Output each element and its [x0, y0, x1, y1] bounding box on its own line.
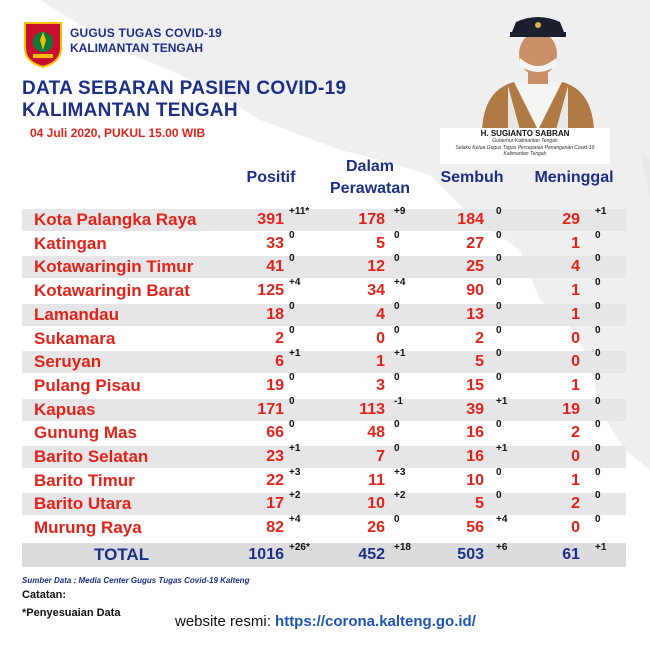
positif-change: +11* — [289, 206, 310, 217]
positif-value: 2 — [275, 330, 284, 347]
page-title-region: KALIMANTAN TENGAH — [22, 100, 238, 121]
governor-role-detail: Selaku Ketua Gugus Tugas Percepatan Penanganan Covid-19 — [455, 144, 595, 151]
sembuh-change: 0 — [496, 253, 502, 264]
meninggal-change: 0 — [595, 277, 601, 288]
website-link[interactable]: https://corona.kalteng.go.id/ — [275, 613, 476, 630]
table-row — [22, 206, 626, 231]
positif-change: 0 — [289, 372, 295, 383]
total-label: TOTAL — [94, 545, 150, 564]
positif-value: 1016 — [248, 546, 284, 563]
region-name: Murung Raya — [34, 518, 142, 537]
sembuh-value: 25 — [466, 258, 484, 275]
positif-change: 0 — [289, 301, 295, 312]
sembuh-change: 0 — [496, 419, 502, 430]
meninggal-value: 61 — [562, 546, 580, 563]
table-row — [22, 467, 626, 492]
table-row — [22, 419, 626, 444]
data-source: Sumber Data : Media Center Gugus Tugas Covid-19 Kalteng — [22, 576, 250, 585]
positif-value: 17 — [266, 495, 284, 512]
table-row — [22, 277, 626, 302]
sembuh-value: 5 — [475, 495, 484, 512]
positif-value: 6 — [275, 353, 284, 370]
table-total-row — [22, 543, 626, 567]
meninggal-value: 2 — [571, 495, 580, 512]
dalam-change: 0 — [394, 253, 400, 264]
sembuh-change: +4 — [496, 514, 508, 525]
meninggal-value: 19 — [562, 401, 580, 418]
report-date: 04 Juli 2020, PUKUL 15.00 WIB — [30, 126, 206, 140]
sembuh-value: 2 — [475, 330, 484, 347]
meninggal-value: 0 — [571, 353, 580, 370]
sembuh-value: 13 — [466, 306, 484, 323]
dalam-change: +1 — [394, 348, 406, 359]
region-name: Seruyan — [34, 352, 102, 371]
sembuh-change: +1 — [496, 396, 508, 407]
meninggal-change: +1 — [595, 206, 607, 217]
meninggal-change: 0 — [595, 372, 601, 383]
dalam-change: +2 — [394, 490, 406, 501]
sembuh-value: 184 — [457, 211, 484, 228]
region-name: Barito Utara — [34, 494, 132, 513]
meninggal-value: 0 — [571, 519, 580, 536]
positif-value: 19 — [266, 377, 284, 394]
positif-change: +2 — [289, 490, 301, 501]
dalam-value: 48 — [367, 424, 385, 441]
positif-value: 33 — [266, 235, 284, 252]
sembuh-value: 39 — [466, 401, 484, 418]
positif-value: 23 — [266, 448, 284, 465]
org-name-line1: GUGUS TUGAS COVID-19 — [70, 26, 223, 40]
sembuh-change: +1 — [496, 443, 508, 454]
dalam-value: 34 — [367, 282, 385, 299]
sembuh-change: 0 — [496, 372, 502, 383]
dalam-value: 0 — [376, 330, 385, 347]
dalam-value: 7 — [376, 448, 385, 465]
meninggal-change: 0 — [595, 325, 601, 336]
table-row — [22, 396, 626, 421]
governor-region: Kalimantan Tengah — [503, 151, 547, 157]
column-header-meninggal: Meninggal — [534, 169, 614, 186]
sembuh-value: 503 — [457, 546, 484, 563]
region-name: Lamandau — [34, 305, 120, 324]
sembuh-change: +6 — [496, 542, 508, 553]
meninggal-change: 0 — [595, 490, 601, 501]
positif-value: 41 — [266, 258, 284, 275]
positif-change: 0 — [289, 230, 295, 241]
sembuh-change: 0 — [496, 490, 502, 501]
positif-value: 391 — [257, 211, 284, 228]
sembuh-change: 0 — [496, 301, 502, 312]
dalam-change: -1 — [394, 396, 403, 407]
governor-photo — [468, 12, 608, 130]
dalam-value: 12 — [367, 258, 385, 275]
sembuh-value: 16 — [466, 424, 484, 441]
sembuh-value: 10 — [466, 472, 484, 489]
region-name: Kapuas — [34, 400, 96, 419]
positif-change: +4 — [289, 514, 301, 525]
sembuh-value: 56 — [466, 519, 484, 536]
table-row — [22, 230, 626, 255]
positif-change: 0 — [289, 419, 295, 430]
table-row — [22, 490, 626, 515]
meninggal-value: 1 — [571, 377, 580, 394]
positif-change: +4 — [289, 277, 301, 288]
meninggal-change: 0 — [595, 301, 601, 312]
page-title: DATA SEBARAN PASIEN COVID-19 — [22, 78, 347, 99]
governor-caption — [440, 128, 610, 164]
table-row — [22, 301, 626, 326]
region-name: Pulang Pisau — [34, 376, 141, 395]
meninggal-change: 0 — [595, 396, 601, 407]
positif-value: 82 — [266, 519, 284, 536]
region-name: Kota Palangka Raya — [34, 210, 197, 229]
region-name: Kotawaringin Timur — [34, 257, 194, 276]
meninggal-change: +1 — [595, 542, 607, 553]
governor-name: H. SUGIANTO SABRAN — [480, 129, 570, 138]
dalam-change: 0 — [394, 443, 400, 454]
positif-change: 0 — [289, 325, 295, 336]
sembuh-value: 27 — [466, 235, 484, 252]
dalam-change: 0 — [394, 514, 400, 525]
meninggal-change: 0 — [595, 443, 601, 454]
dalam-value: 4 — [376, 306, 385, 323]
sembuh-value: 15 — [466, 377, 484, 394]
meninggal-change: 0 — [595, 253, 601, 264]
dalam-value: 26 — [367, 519, 385, 536]
column-header-dalam: Dalam — [345, 158, 395, 175]
meninggal-change: 0 — [595, 467, 601, 478]
column-header-positif: Positif — [246, 169, 296, 186]
meninggal-change: 0 — [595, 419, 601, 430]
dalam-value: 113 — [359, 401, 385, 418]
kalteng-emblem-icon — [22, 20, 64, 68]
meninggal-change: 0 — [595, 348, 601, 359]
meninggal-value: 0 — [571, 330, 580, 347]
meninggal-value: 0 — [571, 448, 580, 465]
meninggal-value: 29 — [562, 211, 580, 228]
meninggal-change: 0 — [595, 230, 601, 241]
table-row — [22, 443, 626, 468]
dalam-change: +9 — [394, 206, 406, 217]
dalam-value: 1 — [376, 353, 385, 370]
sembuh-change: 0 — [496, 348, 502, 359]
region-name: Gunung Mas — [34, 423, 137, 442]
positif-change: 0 — [289, 253, 295, 264]
sembuh-value: 90 — [466, 282, 484, 299]
org-name-line2: KALIMANTAN TENGAH — [70, 41, 204, 55]
dalam-change: +4 — [394, 277, 406, 288]
dalam-change: 0 — [394, 230, 400, 241]
meninggal-value: 1 — [571, 472, 580, 489]
notes-label: Catatan: — [22, 589, 67, 601]
column-header-perawatan: Perawatan — [330, 180, 411, 197]
dalam-change: +18 — [394, 542, 411, 553]
dalam-value: 3 — [376, 377, 385, 394]
meninggal-value: 1 — [571, 282, 580, 299]
governor-role: Gubernur Kalimantan Tengah — [492, 138, 558, 144]
positif-value: 125 — [257, 282, 284, 299]
meninggal-change: 0 — [595, 514, 601, 525]
sembuh-value: 16 — [466, 448, 484, 465]
table-row — [22, 253, 626, 278]
region-name: Barito Selatan — [34, 447, 149, 466]
positif-change: +1 — [289, 348, 301, 359]
positif-value: 18 — [266, 306, 284, 323]
dalam-change: +3 — [394, 467, 406, 478]
dalam-value: 10 — [367, 495, 385, 512]
positif-change: 0 — [289, 396, 295, 407]
website-label: website resmi: — [175, 613, 271, 630]
dalam-value: 11 — [368, 472, 385, 489]
table-row — [22, 372, 626, 397]
sembuh-change: 0 — [496, 206, 502, 217]
dalam-change: 0 — [394, 419, 400, 430]
sembuh-change: 0 — [496, 277, 502, 288]
website-line — [175, 613, 476, 630]
positif-change: +26* — [289, 542, 310, 553]
positif-value: 171 — [257, 401, 284, 418]
table-row — [22, 348, 626, 373]
table-row — [22, 514, 626, 539]
region-name: Kotawaringin Barat — [34, 281, 190, 300]
dalam-change: 0 — [394, 301, 400, 312]
dalam-value: 452 — [358, 546, 385, 563]
positif-value: 66 — [266, 424, 284, 441]
region-name: Barito Timur — [34, 471, 135, 490]
region-name: Katingan — [34, 234, 107, 253]
dalam-value: 5 — [376, 235, 385, 252]
dalam-value: 178 — [358, 211, 385, 228]
note-adjustment: *Penyesuaian Data — [22, 607, 121, 619]
region-name: Sukamara — [34, 329, 116, 348]
sembuh-value: 5 — [475, 353, 484, 370]
positif-change: +3 — [289, 467, 301, 478]
positif-change: +1 — [289, 443, 301, 454]
meninggal-value: 4 — [571, 258, 580, 275]
meninggal-value: 1 — [571, 235, 580, 252]
sembuh-change: 0 — [496, 230, 502, 241]
meninggal-value: 1 — [571, 306, 580, 323]
column-header-sembuh: Sembuh — [440, 169, 504, 186]
table-row — [22, 325, 626, 350]
positif-value: 22 — [266, 472, 284, 489]
sembuh-change: 0 — [496, 467, 502, 478]
dalam-change: 0 — [394, 372, 400, 383]
dalam-change: 0 — [394, 325, 400, 336]
meninggal-value: 2 — [571, 424, 580, 441]
sembuh-change: 0 — [496, 325, 502, 336]
